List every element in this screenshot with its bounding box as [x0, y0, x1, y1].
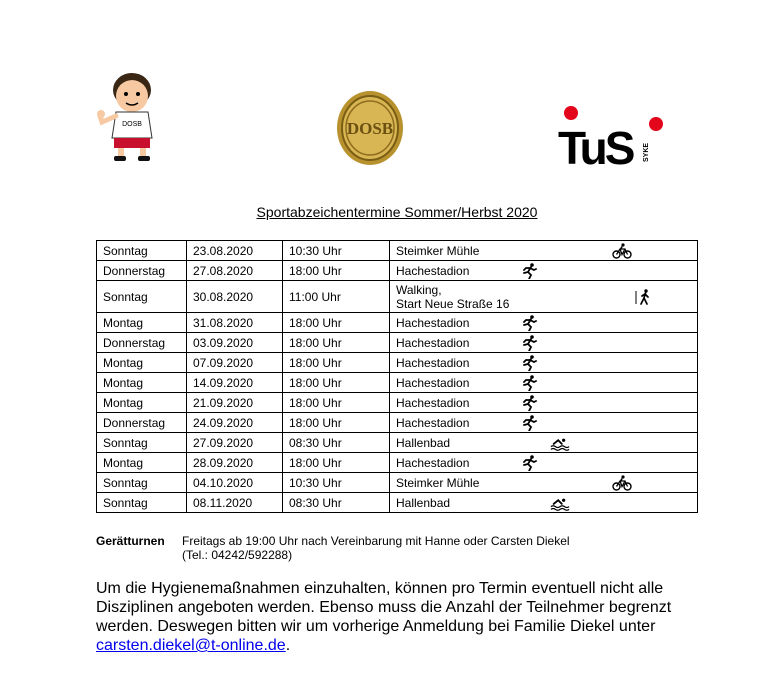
- running-icon: [520, 335, 540, 351]
- running-icon: [520, 263, 540, 279]
- time-cell: 18:00 Uhr: [283, 393, 390, 413]
- email-link[interactable]: carsten.diekel@t-online.de: [96, 637, 286, 654]
- location-text: Hachestadion: [396, 415, 470, 430]
- table-row: [97, 413, 698, 433]
- table-row: [97, 433, 698, 453]
- date-cell: 04.10.2020: [187, 473, 283, 493]
- dosb-badge-logo: [334, 88, 406, 168]
- note-trailing: .: [285, 637, 291, 654]
- date-cell: 27.08.2020: [187, 261, 283, 281]
- location-text: Hachestadion: [396, 315, 470, 330]
- date-cell: 23.08.2020: [187, 241, 283, 261]
- tus-sub-text: SYKE: [643, 142, 650, 162]
- location-text: Hachestadion: [396, 395, 470, 410]
- location-text: Hachestadion: [396, 335, 470, 350]
- note-text: Um die Hygienemaßnahmen einzuhalten, können pro Termin eventuell nicht alle Disziplinen angeboten werden. Ebenso muss die Anzahl der Teilnehmer begrenzt werden. Deswegen bitten wir um vorherige Anmeldung bei Familie Diekel unter: [96, 580, 672, 635]
- geraetturnen-phone: (Tel.: 04242/592288): [182, 548, 293, 562]
- bicycle-icon: [612, 475, 632, 491]
- running-icon: [520, 375, 540, 391]
- tus-text: TuS: [558, 122, 633, 168]
- date-cell: 14.09.2020: [187, 373, 283, 393]
- day-cell: Donnerstag: [97, 333, 187, 353]
- dosb-mascot-logo: [96, 70, 164, 162]
- running-icon: [520, 415, 540, 431]
- tus-dot-left: [564, 106, 578, 120]
- swimming-icon: [550, 435, 570, 451]
- day-cell: Montag: [97, 313, 187, 333]
- time-cell: 18:00 Uhr: [283, 373, 390, 393]
- running-icon: [520, 395, 540, 411]
- time-cell: 10:30 Uhr: [283, 473, 390, 493]
- dosb-badge-text: DOSB: [346, 119, 394, 138]
- day-cell: Sonntag: [97, 241, 187, 261]
- day-cell: Donnerstag: [97, 261, 187, 281]
- time-cell: 18:00 Uhr: [283, 313, 390, 333]
- table-row: [97, 333, 698, 353]
- location-cell: [390, 333, 698, 353]
- running-icon: [520, 455, 540, 471]
- location-cell: [390, 313, 698, 333]
- date-cell: 08.11.2020: [187, 493, 283, 513]
- table-row: [97, 241, 698, 261]
- day-cell: Montag: [97, 393, 187, 413]
- running-icon: [520, 355, 540, 371]
- table-row: [97, 353, 698, 373]
- table-row: [97, 393, 698, 413]
- table-row: [97, 493, 698, 513]
- time-cell: 08:30 Uhr: [283, 433, 390, 453]
- location-cell: [390, 353, 698, 373]
- location-text: Steimker Mühle: [396, 243, 480, 258]
- date-cell: 03.09.2020: [187, 333, 283, 353]
- day-cell: Montag: [97, 353, 187, 373]
- table-row: [97, 373, 698, 393]
- location-cell: [390, 393, 698, 413]
- running-icon: [520, 315, 540, 331]
- location-cell: [390, 281, 698, 313]
- geraetturnen-line1: Freitags ab 19:00 Uhr nach Vereinbarung mit Hanne oder Carsten Diekel: [182, 534, 570, 548]
- time-cell: 18:00 Uhr: [283, 261, 390, 281]
- location-cell: [390, 433, 698, 453]
- page-title: Sportabzeichentermine Sommer/Herbst 2020: [256, 204, 538, 220]
- date-cell: 07.09.2020: [187, 353, 283, 373]
- tus-dot-right: [649, 117, 663, 131]
- table-row: [97, 453, 698, 473]
- walking-icon: [634, 289, 654, 305]
- table-row: [97, 313, 698, 333]
- location-cell: [390, 473, 698, 493]
- location-text: Hallenbad: [396, 435, 451, 450]
- location-cell: [390, 261, 698, 281]
- schedule-table: [96, 240, 698, 513]
- location-text: Steimker Mühle: [396, 475, 480, 490]
- swimming-icon: [550, 495, 570, 511]
- location-text: Hachestadion: [396, 455, 470, 470]
- table-row: [97, 261, 698, 281]
- table-row: [97, 473, 698, 493]
- day-cell: Sonntag: [97, 473, 187, 493]
- location-text: Hachestadion: [396, 355, 470, 370]
- tus-syke-logo: [556, 104, 666, 168]
- day-cell: Sonntag: [97, 281, 187, 313]
- time-cell: 11:00 Uhr: [283, 281, 390, 313]
- table-row: [97, 281, 698, 313]
- geraetturnen-label: Gerätturnen: [96, 534, 165, 548]
- hygiene-note: [96, 579, 696, 655]
- location-text-line2: Start Neue Straße 16: [396, 296, 510, 311]
- location-text: Hachestadion: [396, 375, 470, 390]
- location-cell: [390, 373, 698, 393]
- time-cell: 18:00 Uhr: [283, 453, 390, 473]
- time-cell: 18:00 Uhr: [283, 353, 390, 373]
- location-text: Hachestadion: [396, 263, 470, 278]
- time-cell: 08:30 Uhr: [283, 493, 390, 513]
- location-cell: [390, 241, 698, 261]
- date-cell: 24.09.2020: [187, 413, 283, 433]
- location-text: Hallenbad: [396, 495, 451, 510]
- mascot-shirt-text: DOSB: [122, 121, 142, 128]
- location-text: Walking,: [396, 282, 442, 297]
- date-cell: 28.09.2020: [187, 453, 283, 473]
- day-cell: Sonntag: [97, 433, 187, 453]
- date-cell: 31.08.2020: [187, 313, 283, 333]
- time-cell: 18:00 Uhr: [283, 333, 390, 353]
- day-cell: Montag: [97, 453, 187, 473]
- location-cell: [390, 493, 698, 513]
- date-cell: 21.09.2020: [187, 393, 283, 413]
- time-cell: 10:30 Uhr: [283, 241, 390, 261]
- time-cell: 18:00 Uhr: [283, 413, 390, 433]
- day-cell: Sonntag: [97, 493, 187, 513]
- day-cell: Donnerstag: [97, 413, 187, 433]
- location-cell: [390, 413, 698, 433]
- geraetturnen-block: [96, 534, 570, 562]
- date-cell: 30.08.2020: [187, 281, 283, 313]
- day-cell: Montag: [97, 373, 187, 393]
- location-cell: [390, 453, 698, 473]
- bicycle-icon: [612, 243, 632, 259]
- date-cell: 27.09.2020: [187, 433, 283, 453]
